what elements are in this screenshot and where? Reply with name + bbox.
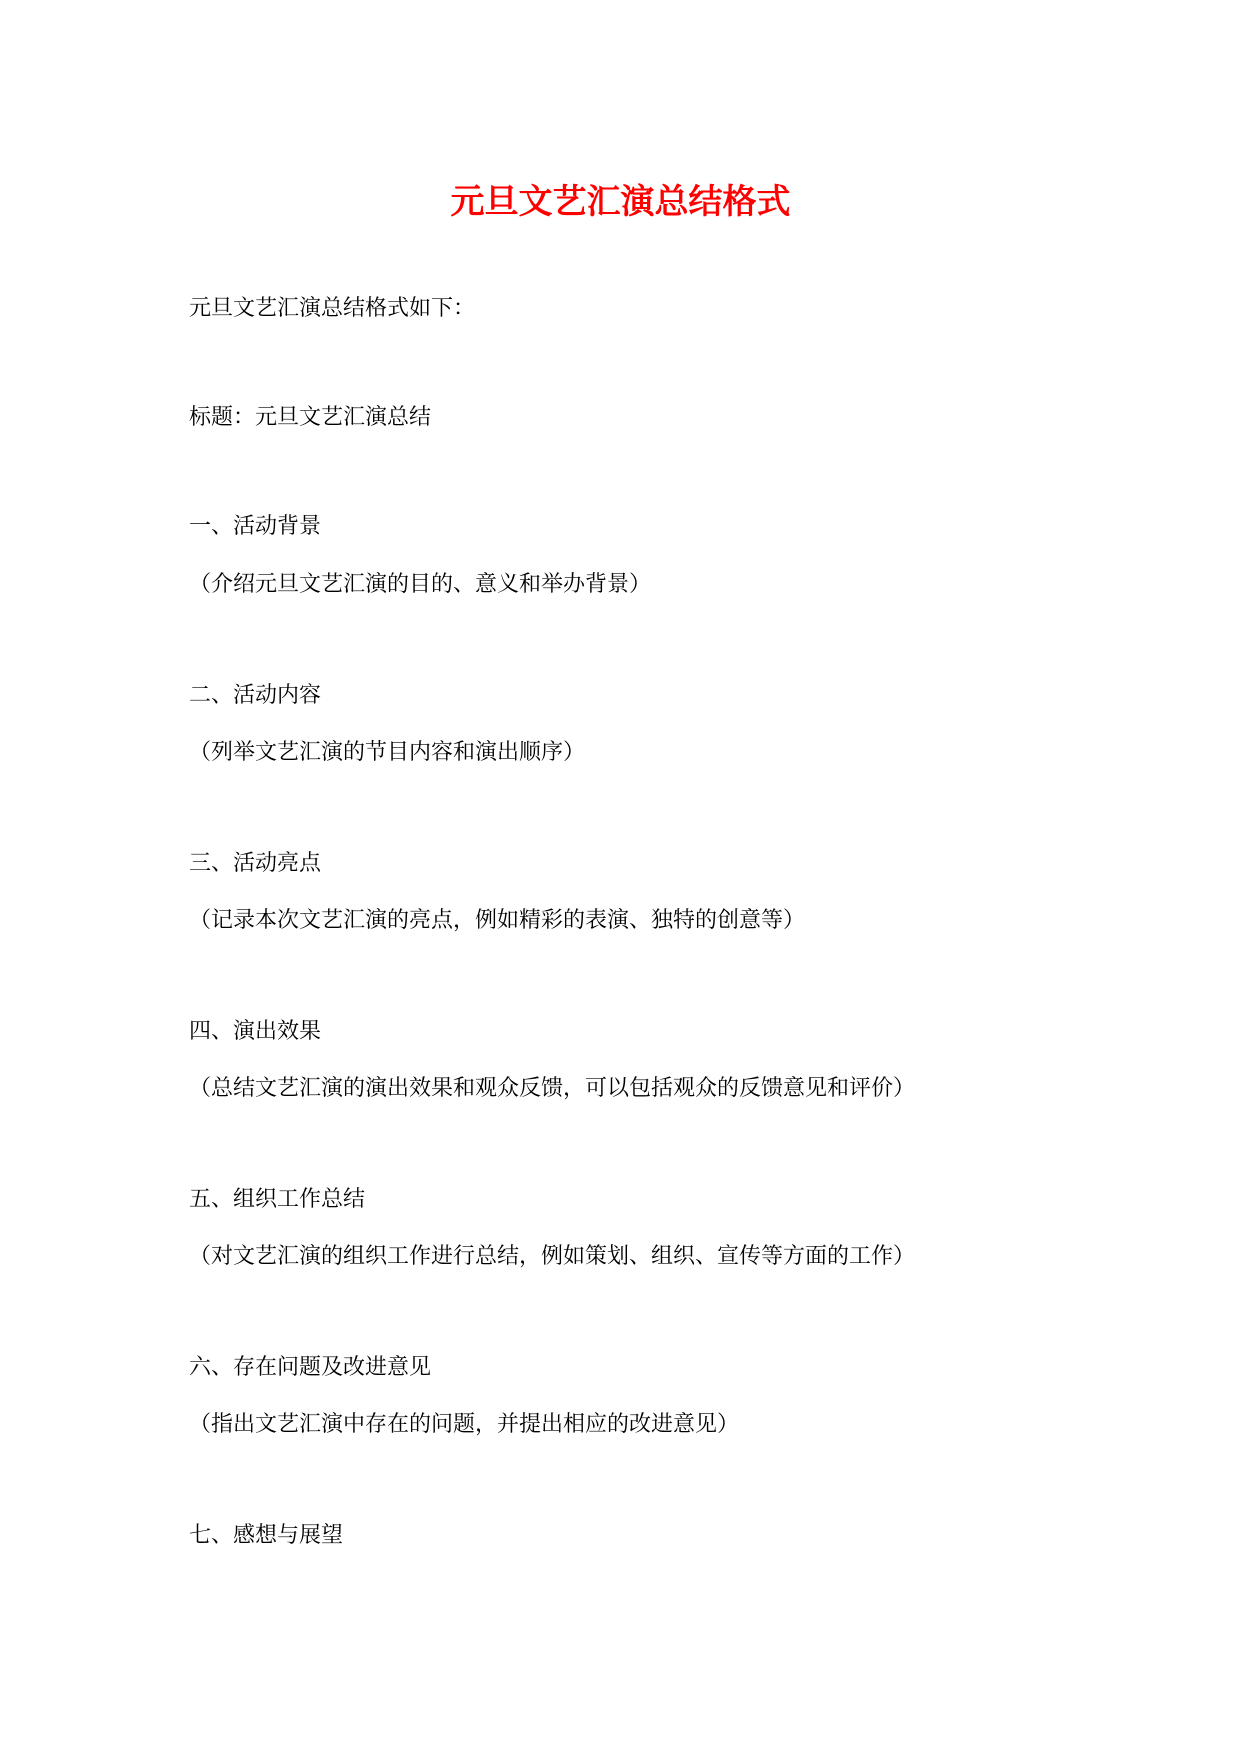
document-title: 元旦文艺汇演总结格式 — [450, 182, 791, 222]
section-heading-3: 三、活动亮点 — [189, 851, 322, 876]
section-note-3: （记录本次文艺汇演的亮点，例如精彩的表演、独特的创意等） — [189, 908, 806, 933]
section-note-4: （总结文艺汇演的演出效果和观众反馈，可以包括观众的反馈意见和评价） — [189, 1076, 916, 1101]
section-note-2: （列举文艺汇演的节目内容和演出顺序） — [189, 740, 586, 765]
intro-text: 元旦文艺汇演总结格式如下： — [189, 296, 476, 321]
section-note-5: （对文艺汇演的组织工作进行总结，例如策划、组织、宣传等方面的工作） — [189, 1244, 916, 1269]
section-heading-6: 六、存在问题及改进意见 — [189, 1355, 432, 1380]
section-heading-5: 五、组织工作总结 — [189, 1187, 366, 1212]
section-note-1: （介绍元旦文艺汇演的目的、意义和举办背景） — [189, 572, 652, 597]
section-heading-4: 四、演出效果 — [189, 1019, 322, 1044]
section-heading-2: 二、活动内容 — [189, 683, 322, 708]
title-line: 标题：元旦文艺汇演总结 — [189, 405, 432, 430]
section-heading-7: 七、感想与展望 — [189, 1523, 344, 1548]
section-note-6: （指出文艺汇演中存在的问题，并提出相应的改进意见） — [189, 1412, 740, 1437]
section-heading-1: 一、活动背景 — [189, 514, 322, 539]
